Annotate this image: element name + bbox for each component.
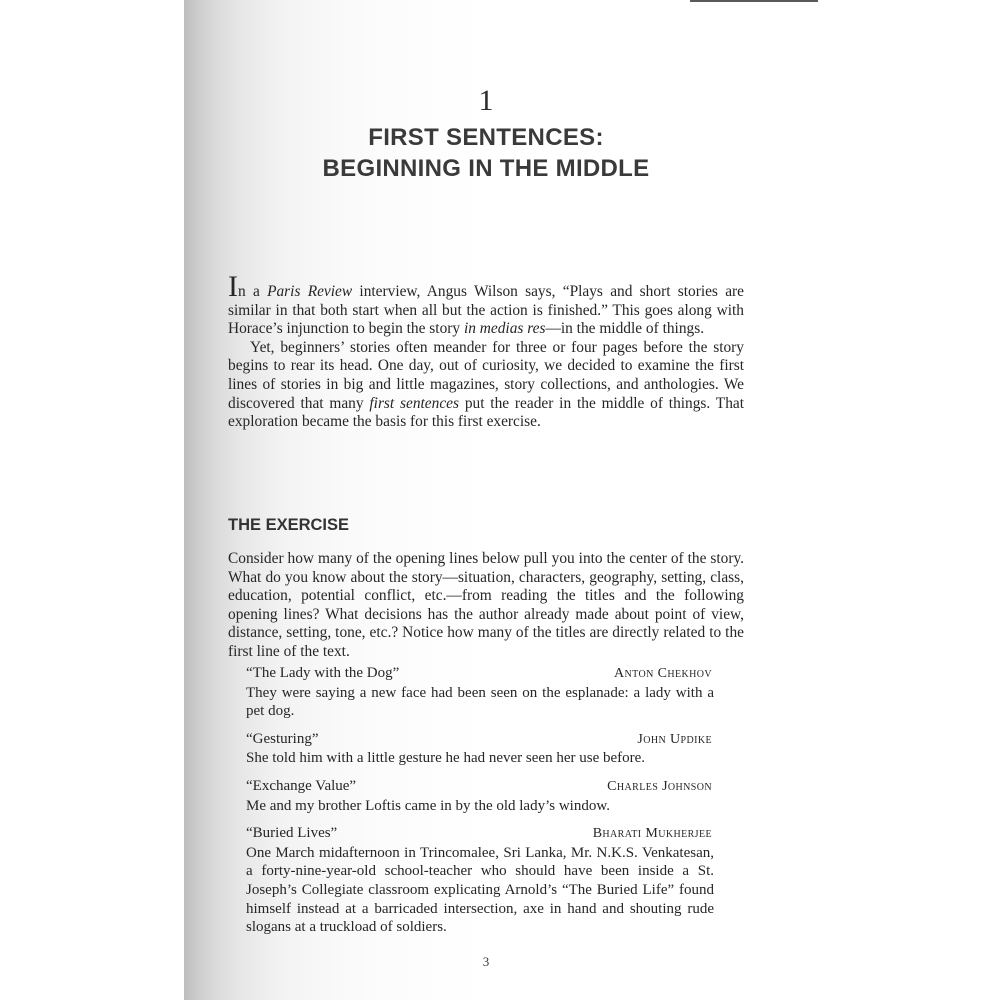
drop-cap: I — [228, 270, 238, 303]
example-item — [246, 730, 714, 768]
story-author: Bharati Mukherjee — [592, 826, 712, 842]
story-title: “Exchange Value” — [246, 777, 357, 794]
example-header — [246, 824, 714, 844]
example-item — [246, 664, 714, 721]
intro-p1-text-2: interview, Angus Wilson says, “Plays and short stories are similar in that both start when all but the action is finished.” This goes along with Horace’s injunction to begin the story — [228, 283, 744, 338]
chapter-number: 1 — [478, 84, 494, 117]
story-title: “The Lady with the Dog” — [246, 665, 400, 681]
intro-p1-text-1: n a — [238, 283, 268, 300]
exercise-section — [228, 550, 744, 662]
example-header — [246, 730, 714, 750]
intro-paragraph-2 — [228, 339, 744, 432]
intro-p1-italic-1: Paris Review — [267, 283, 353, 300]
story-author: John Updike — [637, 731, 712, 747]
intro-section — [228, 270, 745, 432]
opening-line: Me and my brother Loftis came in by the old lady’s window. — [246, 797, 610, 814]
exercise-heading: THE EXERCISE — [228, 516, 350, 534]
intro-p2-text-1: Yet, beginners’ stories often meander for three or four pages before the story begins to rear its head. One day, out of curiosity, we decided to examine the first lines of stories in big and little magazines, story collections, and anthologies. We discovered that many — [228, 338, 744, 412]
story-title: “Gesturing” — [246, 730, 319, 747]
chapter-title — [228, 122, 744, 184]
chapter-title-line-1: FIRST SENTENCES: — [368, 124, 604, 151]
opening-line: They were saying a new face had been seen on the esplanade: a lady with a pet dog. — [246, 684, 714, 720]
story-title: “Buried Lives” — [246, 825, 338, 842]
page-content — [228, 0, 744, 1000]
opening-line: She told him with a little gesture he had never seen her use before. — [246, 750, 646, 767]
example-item — [246, 777, 714, 815]
example-header — [246, 664, 714, 684]
chapter-title-line-2: BEGINNING IN THE MIDDLE — [322, 155, 650, 182]
intro-p1-italic-2: in medias res — [463, 320, 546, 338]
exercise-paragraph: Consider how many of the opening lines below pull you into the center of the story. What do you know about the story—situation, characters, geography, setting, class, education, potential conflict, etc.—from reading the titles and the following opening lines? What decisions has the author already made about point of view, distance, setting, tone, etc.? Notice how many of the titles are directly related to the first line of the text. — [228, 550, 744, 660]
intro-p2-italic-1: first sentences — [369, 394, 459, 412]
example-header — [246, 777, 714, 797]
story-author: Anton Chekhov — [614, 666, 712, 681]
example-list — [246, 664, 714, 946]
intro-p1-text-3: —in the middle of things. — [545, 320, 705, 338]
intro-p2-text-2: put the reader in the middle of things. That exploration became the basis for this first exercise. — [228, 394, 745, 431]
opening-line: One March midafternoon in Trincomalee, Sri Lanka, Mr. N.K.S. Venkatesan, a forty-nine-year-old school-teacher who should have been inside a St. Joseph’s Collegiate classroom explicating Arnold’s “The Buried Life” found himself instead at a barricaded intersection, axe in hand and shouting rude slogans at a truckload of soldiers. — [246, 844, 714, 936]
example-item — [246, 824, 714, 937]
intro-paragraph-1 — [228, 270, 744, 339]
story-author: Charles Johnson — [607, 778, 712, 794]
page-number: 3 — [482, 954, 490, 969]
